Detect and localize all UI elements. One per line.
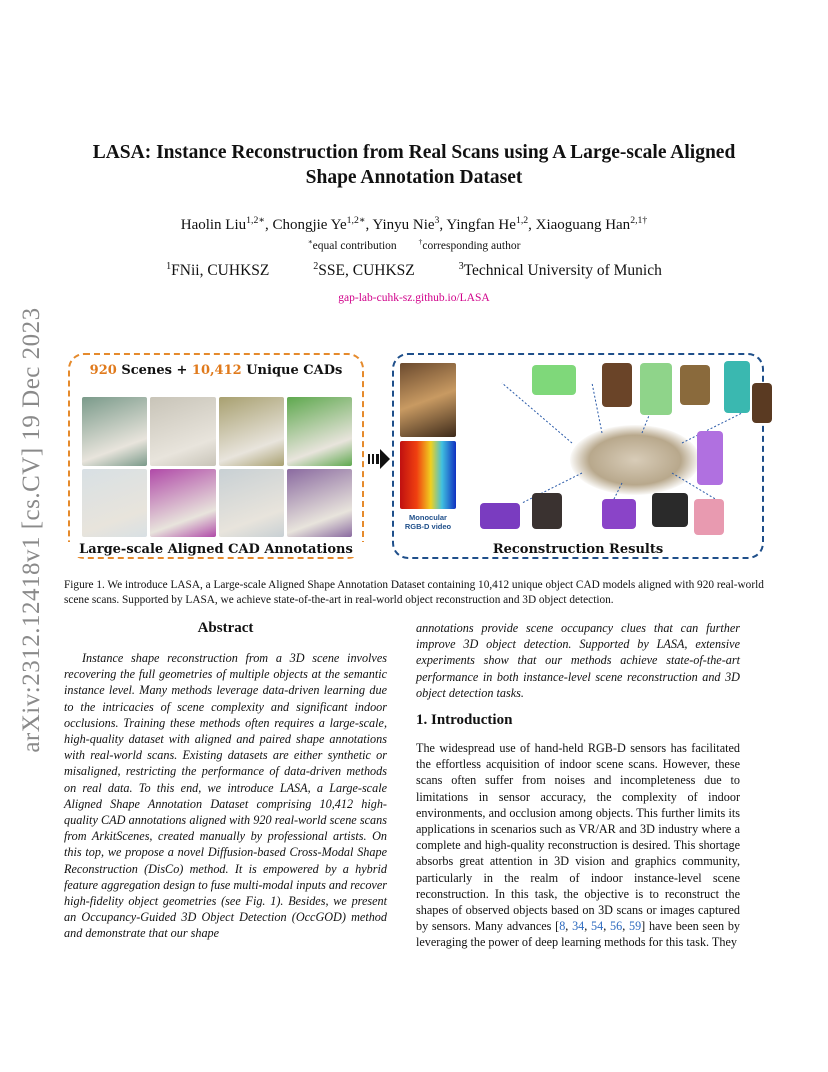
- scene-thumbnail: [287, 397, 352, 466]
- project-link[interactable]: gap-lab-cuhk-sz.github.io/LASA: [338, 292, 490, 304]
- scene-thumbnail: [150, 469, 215, 538]
- reconstructed-object-image: [640, 363, 672, 415]
- reconstructed-object-image: [724, 361, 750, 413]
- citation-link[interactable]: 34: [572, 919, 585, 934]
- dataset-stats: 920 Scenes + 10,412 Unique CADs: [89, 363, 343, 378]
- citation-link[interactable]: 8: [559, 919, 566, 934]
- reconstructed-object-image: [602, 363, 632, 407]
- author: Haolin Liu$^{1,2∗}$: [180, 215, 265, 233]
- author: Yingfan He$^{1,2}$: [446, 215, 529, 233]
- scene-thumbnail: [150, 397, 215, 466]
- reconstructed-object-image: [652, 493, 688, 527]
- citation-link[interactable]: 59: [628, 919, 642, 934]
- reconstructed-object-image: [602, 499, 636, 529]
- abstract-continued: annotations provide scene occupancy clues that can further improve 3D object detection. Supported by LASA, extensive experiments show that our methods achieve state-of-the-art performance in both instance-level scene reconstruction and 3D object detection tasks.: [416, 621, 740, 700]
- scene-thumbnail: [287, 469, 352, 538]
- scene-thumbnail: [219, 397, 284, 466]
- scene-thumbnails: [82, 397, 352, 537]
- citation-link[interactable]: 54: [591, 919, 604, 934]
- arrow-right-icon: [368, 449, 390, 469]
- reconstructed-object-image: [680, 365, 710, 405]
- arxiv-id: arXiv:2312.12418v1 [cs.CV] 19 Dec 2023: [18, 307, 45, 753]
- arxiv-side-label: [14, 290, 50, 770]
- author: Xiaoguang Han$^{2,1\dagger}$: [535, 215, 648, 233]
- rgb-frame-image: [400, 363, 456, 437]
- video-label: Monocular RGB-D video: [404, 513, 452, 531]
- teaser-figure: [62, 353, 768, 569]
- author: Chongjie $Ye^{1,2∗}$: [272, 215, 366, 233]
- intro-text: The widespread use of hand-held RGB-D sensors has facilitated the effortless acquisition of indoor scene scans. However, these scans often suffer from noises and incompleteness due to limitations in sensor accuracy, the complexity of indoor environments, and occlusion among objects. This further limits its applications in scenarios such as VR/AR and 3D industry where a complete and high-quality reconstruction is desired. This shortage absorbs great attention in 3D vision and graphics community, particularly in the realm of indoor instance-level scene reconstruction. In this task, the objective is to reconstruct the shapes of observed objects based on 3D scans or images captured by sensors. Many advances [8, 34, 54, 56, 59] have been seen by leveraging the power of deep learning methods for this task. They: [416, 741, 741, 950]
- author-list: Haolin Liu$^{1,2∗}$, Chongjie $Ye^{1,2∗}$, Yinyu Nie$^3$, Yingfan He$^{1,2}$, Xiaoguang Han$^{2,1\dagger}$: [180, 215, 648, 233]
- results-panel-label: Reconstruction Results: [492, 542, 664, 557]
- paper-title: LASA: Instance Reconstruction from Real Scans using A Large-scale Aligned Shape Annotation Dataset: [92, 142, 736, 188]
- reconstructed-object-image: [694, 499, 724, 535]
- reconstructed-object-image: [532, 365, 576, 395]
- reconstructed-object-image: [752, 383, 772, 423]
- intro-heading: 1. Introduction: [416, 712, 513, 728]
- scene-thumbnail: [82, 397, 147, 466]
- figure-caption: Figure 1. We introduce LASA, a Large-scale Aligned Shape Annotation Dataset containing 10,412 unique object CAD models aligned with 920 real-world scene scans. Supported by LASA, we achieve state-of-the-art in real-world object reconstruction and 3D object detection.: [64, 579, 764, 606]
- reconstructed-object-image: [480, 503, 520, 529]
- dataset-panel-label: Large-scale Aligned CAD Annotations: [68, 542, 364, 557]
- reconstructed-object-image: [532, 493, 562, 529]
- abstract-heading: Abstract: [197, 620, 254, 636]
- contribution-note: ∗equal contribution †corresponding author: [307, 237, 521, 252]
- scene-thumbnail: [219, 469, 284, 538]
- depth-frame-image: [400, 441, 456, 509]
- citation-link[interactable]: 56: [610, 919, 623, 934]
- affiliations: $^1$FNii, CUHKSZ $^2$SSE, CUHKSZ $^3$Technical University of Munich: [166, 260, 662, 279]
- abstract-text: Instance shape reconstruction from a 3D scene involves recovering the full geometries of multiple objects at the semantic instance level. Many methods leverage data-driven learning due to the intricacies of scene complexity and significant indoor occlusions. Training these methods often requires a large-scale, high-quality dataset with aligned and paired shape annotations with real-world scans. Existing datasets are either synthetic or misaligned, restricting the performance of data-driven methods on real data. To this end, we introduce LASA, a Large-scale Aligned Shape Annotation Dataset comprising 10,412 high-quality CAD annotations aligned with 920 real-world scene scans from ArkitScenes, created manually by professional artists. On this top, we propose a novel Diffusion-based Cross-Modal Shape Reconstruction (DisCo) method. It is empowered by a hybrid feature aggregation design to fuse multi-modal inputs and recover high-fidelity object geometries (see Fig. 1). Besides, we present an Occupancy-Guided 3D Object Detection (OccGOD) method and demonstrate that our shape: [64, 651, 387, 941]
- reconstructed-object-image: [697, 431, 723, 485]
- scene-thumbnail: [82, 469, 147, 538]
- author: Yinyu Nie$^3$: [372, 215, 440, 233]
